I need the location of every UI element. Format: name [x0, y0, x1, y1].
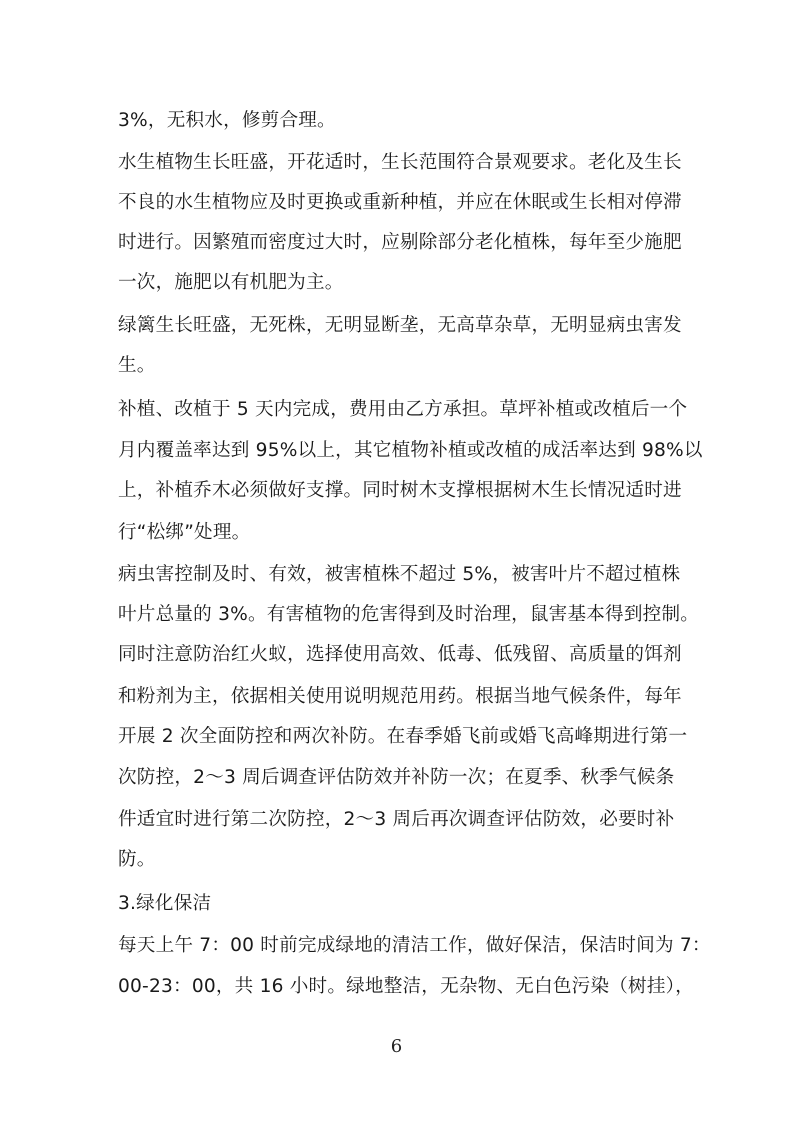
text-line: 件适宜时进行第二次防控，2～3 周后再次调查评估防效，必要时补 — [118, 809, 675, 830]
text-line: 每天上午 7：00 时前完成绿地的清洁工作，做好保洁，保洁时间为 7： — [118, 935, 711, 956]
text-line: 次防控，2～3 周后调查评估防效并补防一次；在夏季、秋季气候条 — [118, 767, 675, 788]
text-line: 月内覆盖率达到 95%以上，其它植物补植或改植的成活率达到 98%以 — [118, 440, 703, 461]
text-line: 开展 2 次全面防控和两次补防。在春季婚飞前或婚飞高峰期进行第一 — [118, 726, 688, 747]
text-line: 叶片总量的 3%。有害植物的危害得到及时治理，鼠害基本得到控制。 — [118, 604, 700, 625]
text-line: 行“松绑”处理。 — [118, 522, 251, 543]
text-line: 水生植物生长旺盛，开花适时，生长范围符合景观要求。老化及生长 — [118, 152, 682, 173]
text-line: 和粉剂为主，依据相关使用说明规范用药。根据当地气候条件，每年 — [118, 686, 682, 707]
text-line: 00-23：00，共 16 小时。绿地整洁，无杂物、无白色污染（树挂）， — [118, 976, 694, 997]
text-line: 病虫害控制及时、有效，被害植株不超过 5%，被害叶片不超过植株 — [118, 564, 681, 585]
text-line: 防。 — [118, 849, 156, 870]
text-line: 补植、改植于 5 天内完成，费用由乙方承担。草坪补植或改植后一个 — [118, 399, 688, 420]
text-line: 上，补植乔木必须做好支撑。同时树木支撑根据树木生长情况适时进 — [118, 480, 682, 501]
text-line: 同时注意防治红火蚁，选择使用高效、低毒、低残留、高质量的饵剂 — [118, 644, 682, 665]
text-line: 时进行。因繁殖而密度过大时，应剔除部分老化植株，每年至少施肥 — [118, 232, 682, 253]
text-line: 绿篱生长旺盛，无死株，无明显断垄，无高草杂草，无明显病虫害发 — [118, 315, 682, 336]
text-line: 一次，施肥以有机肥为主。 — [118, 272, 344, 293]
page-number: 6 — [390, 1036, 403, 1057]
text-line: 不良的水生植物应及时更换或重新种植，并应在休眠或生长相对停滞 — [118, 192, 682, 213]
text-line: 3%，无积水，修剪合理。 — [118, 110, 336, 131]
section-heading: 3.绿化保洁 — [118, 893, 212, 914]
text-line: 生。 — [118, 355, 156, 376]
